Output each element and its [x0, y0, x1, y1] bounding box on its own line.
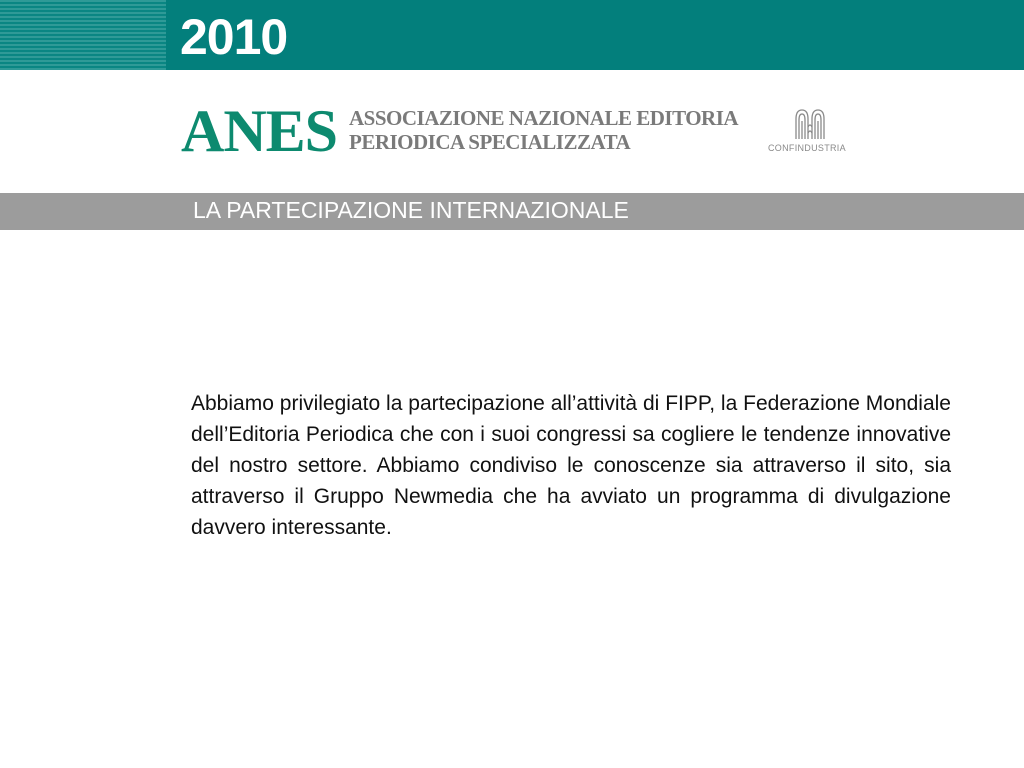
body-paragraph: Abbiamo privilegiato la partecipazione all’attività di FIPP, la Federazione Mondiale dell’Editoria Periodica che con i suoi congressi sa cogliere le tendenze innovative del nostro settore. Abbiamo condiviso le conoscenze sia attraverso il sito, sia attraverso il Gruppo Newmedia che ha avviato un programma di divulgazione davvero interessante.	[191, 392, 951, 539]
association-name-line-1: ASSOCIAZIONE NAZIONALE EDITORIA	[349, 106, 739, 130]
year-label: 2010	[180, 9, 288, 65]
section-title: LA PARTECIPAZIONE INTERNAZIONALE	[193, 197, 629, 223]
association-name-line-2: PERIODICA SPECIALIZZATA	[349, 130, 631, 154]
anes-logo: ANES	[181, 98, 338, 164]
confindustria-logo	[765, 107, 860, 157]
banner-stripe-pattern	[0, 0, 166, 70]
confindustria-label: CONFINDUSTRIA	[768, 143, 846, 153]
association-name	[349, 106, 738, 154]
confindustria-emblem-icon	[793, 107, 827, 141]
top-banner	[0, 0, 1024, 70]
